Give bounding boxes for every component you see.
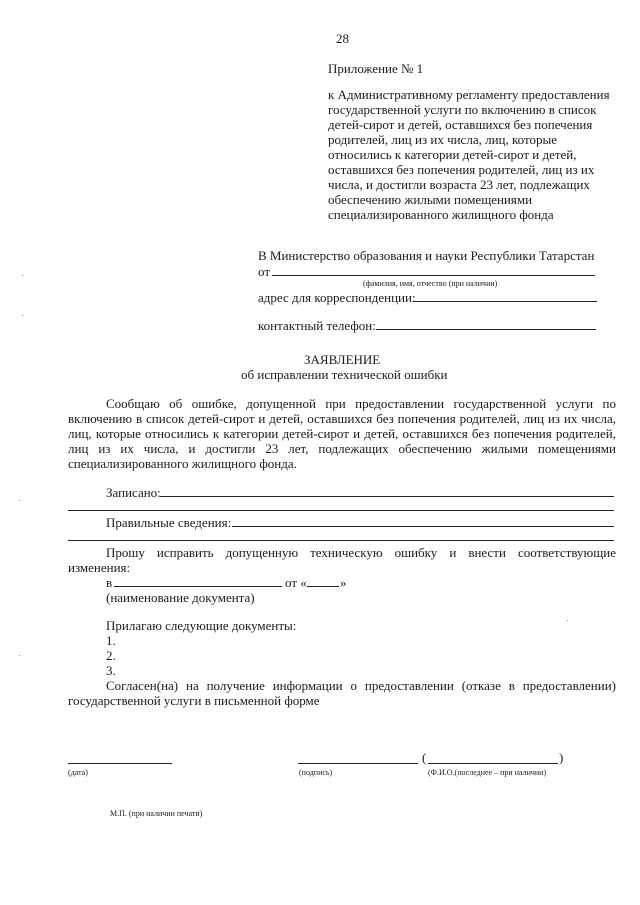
written-field[interactable] <box>160 496 614 497</box>
ministry-addressee: В Министерство образования и науки Республики Татарстан <box>258 248 595 263</box>
paragraph-line: лиц из их числа, и достигли 23 лет, подлежащих обеспечению жилыми помещениями <box>68 441 616 456</box>
consent-line: Согласен(на) на получение информации о предоставлении (отказе в предоставлении) <box>106 678 616 693</box>
signature-label: (подпись) <box>299 768 333 777</box>
open-paren: ( <box>422 750 427 765</box>
appendix-line: родителей, лиц из их числа, лиц, которые <box>328 132 557 147</box>
scan-speck <box>567 620 568 621</box>
signature-field[interactable] <box>298 763 418 764</box>
paragraph-line: включению в список детей-сирот и детей, оставшихся без попечения родителей, лиц из их числа, <box>68 411 616 426</box>
appendix-line: детей-сирот и детей, оставшихся без попечения <box>328 117 593 132</box>
appendix-line: оставшихся без попечения родителей, лиц из их <box>328 162 595 177</box>
scan-speck <box>22 315 23 316</box>
attachments-label: Прилагаю следующие документы: <box>106 618 297 633</box>
document-name-field[interactable] <box>114 586 282 587</box>
fio-hint: (фамилия, имя, отчество (при наличии) <box>363 279 498 288</box>
request-line: Прошу исправить допущенную техническую ошибку и внести соответствующие <box>106 545 616 560</box>
stamp-label: М.П. (при наличии печати) <box>110 809 203 818</box>
phone-label: контактный телефон: <box>258 318 376 333</box>
address-field[interactable] <box>413 301 597 302</box>
appendix-line: относились к категории детей-сирот и детей, <box>328 147 577 162</box>
request-line: изменения: <box>68 560 131 575</box>
attachment-item: 3. <box>106 663 116 678</box>
document-name-hint: (наименование документа) <box>106 590 255 605</box>
document-subtitle: об исправлении технической ошибки <box>241 367 448 382</box>
page-number: 28 <box>336 31 349 46</box>
date-label: (дата) <box>68 768 88 777</box>
close-paren: ) <box>559 750 564 765</box>
consent-line: государственной услуги в письменной форме <box>68 693 320 708</box>
fio-field[interactable] <box>272 275 595 276</box>
appendix-line: государственной услуги по включению в список <box>328 102 597 117</box>
paragraph-line: лиц, которые относились к категории детей-сирот и детей, оставшихся без попечения родителей, <box>68 426 616 441</box>
correct-info-field-line2[interactable] <box>68 540 614 541</box>
date-field[interactable] <box>68 763 172 764</box>
appendix-line: специализированного жилищного фонда <box>328 207 554 222</box>
appendix-line: числа, и достигли возраста 23 лет, подлежащих <box>328 177 590 192</box>
doc-quote-close: » <box>340 575 347 590</box>
scan-speck <box>19 500 20 501</box>
appendix-title: Приложение № 1 <box>328 61 424 76</box>
fio-signature-label: (Ф.И.О.(последнее – при наличии) <box>428 768 547 777</box>
document-date-field[interactable] <box>307 586 339 587</box>
from-label: от <box>258 264 271 279</box>
fio-signature-field[interactable] <box>428 763 558 764</box>
written-field-line2[interactable] <box>68 510 614 511</box>
scan-speck <box>22 275 23 276</box>
appendix-line: обеспечению жилыми помещениями <box>328 192 533 207</box>
appendix-line: к Административному регламенту предоставления <box>328 87 610 102</box>
correct-info-field[interactable] <box>232 526 614 527</box>
scan-speck <box>19 655 20 656</box>
doc-in-label: в <box>106 575 113 590</box>
address-label: адрес для корреспонденции: <box>258 290 416 305</box>
document-title: ЗАЯВЛЕНИЕ <box>304 352 381 367</box>
attachment-item: 1. <box>106 633 116 648</box>
written-label: Записано: <box>106 485 161 500</box>
phone-field[interactable] <box>376 329 596 330</box>
attachment-item: 2. <box>106 648 116 663</box>
correct-info-label: Правильные сведения: <box>106 515 232 530</box>
doc-from-label: от « <box>285 575 307 590</box>
paragraph-line: Сообщаю об ошибке, допущенной при предоставлении государственной услуги по <box>106 396 616 411</box>
paragraph-line: специализированного жилищного фонда. <box>68 456 297 471</box>
